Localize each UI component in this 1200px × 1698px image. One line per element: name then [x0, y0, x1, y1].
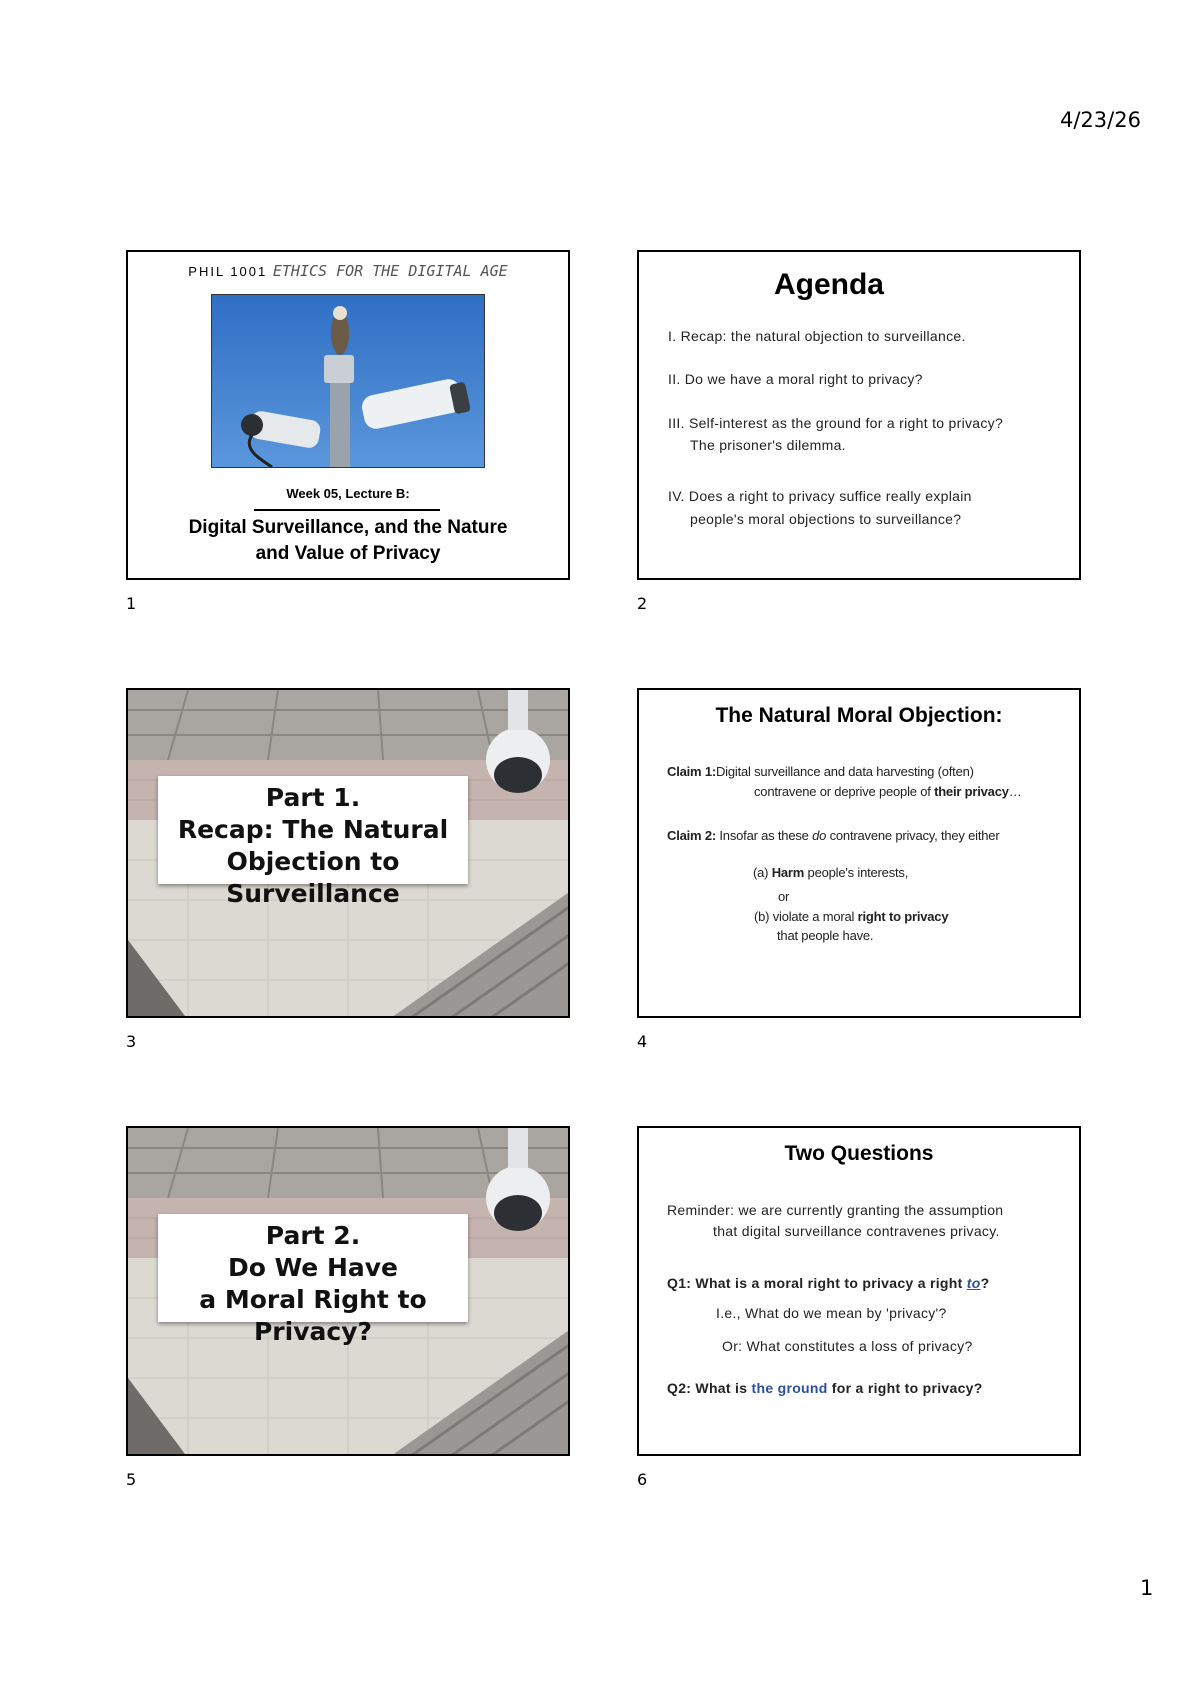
- claim-1-continued: [754, 781, 1022, 802]
- section-sign: [158, 1214, 468, 1346]
- section-line-2: Do We Have: [227, 1253, 399, 1282]
- claim-1-emphasis: their privacy: [934, 784, 1009, 799]
- slide-1-title: [126, 250, 570, 580]
- option-a: [753, 862, 908, 883]
- reminder-line-1: Reminder: we are currently granting the assumption: [667, 1202, 1004, 1218]
- slide-title: Two Questions: [784, 1142, 934, 1165]
- claim-1: [667, 761, 974, 782]
- slide-number: 6: [637, 1470, 648, 1489]
- slide-3-section: [126, 688, 570, 1018]
- surveillance-camera-photo: [211, 294, 485, 468]
- claim-2-text-c: contravene privacy, they either: [826, 828, 1000, 843]
- question-2-text-a: Q2: What is: [667, 1380, 752, 1396]
- section-line-1: Part 1.: [265, 783, 361, 812]
- slide-2-agenda: [637, 250, 1081, 580]
- question-1-text: Q1: What is a moral right to privacy a right: [667, 1275, 967, 1291]
- slide-4-objection: [637, 688, 1081, 1018]
- week-label: Week 05, Lecture B:: [286, 486, 410, 501]
- reminder-line-2: that digital surveillance contravenes privacy.: [713, 1223, 1000, 1239]
- section-line-3: Objection to Surveillance: [226, 847, 400, 908]
- print-date: 4/23/26: [1060, 108, 1141, 132]
- agenda-item-4: IV. Does a right to privacy suffice really explain: [668, 488, 972, 504]
- page-number: 1: [1140, 1576, 1154, 1600]
- claim-2-label: Claim 2:: [667, 828, 716, 843]
- section-sign: [158, 776, 468, 908]
- agenda-item-3: III. Self-interest as the ground for a right to privacy?: [668, 415, 1004, 431]
- claim-1-ellipsis: …: [1008, 784, 1022, 799]
- slide-6-questions: [637, 1126, 1081, 1456]
- clarification-or: Or: What constitutes a loss of privacy?: [722, 1338, 973, 1354]
- agenda-item-2: II. Do we have a moral right to privacy?: [668, 371, 923, 387]
- option-b-continued: that people have.: [777, 928, 874, 943]
- claim-1-text: Digital surveillance and data harvesting (often): [715, 764, 974, 779]
- option-a-marker: (a): [753, 865, 772, 880]
- clarification-ie: I.e., What do we mean by 'privacy'?: [716, 1305, 947, 1321]
- lecture-title-line-2: and Value of Privacy: [255, 543, 441, 564]
- course-title: ETHICS FOR THE DIGITAL AGE: [272, 262, 508, 280]
- option-b-emphasis: right to privacy: [857, 909, 949, 924]
- section-line-1: Part 2.: [265, 1221, 361, 1250]
- agenda-item-1: I. Recap: the natural objection to surveillance.: [668, 328, 966, 344]
- slide-title: Agenda: [773, 268, 884, 301]
- slide-title: The Natural Moral Objection:: [715, 704, 1003, 727]
- section-line-3: a Moral Right to Privacy?: [199, 1285, 427, 1346]
- slide-5-section: [126, 1126, 570, 1456]
- slide-number: 3: [126, 1032, 137, 1051]
- agenda-item-3-sub: The prisoner's dilemma.: [690, 437, 846, 453]
- lecture-title-line-1: Digital Surveillance, and the Nature: [188, 517, 508, 538]
- slide-number: 5: [126, 1470, 137, 1489]
- question-2: [667, 1378, 983, 1399]
- lecture-title: [128, 515, 568, 567]
- question-2-emphasis: the ground: [751, 1380, 828, 1396]
- title-divider: [254, 509, 440, 511]
- claim-2-emphasis: do: [812, 828, 827, 843]
- question-1: [667, 1273, 989, 1294]
- section-line-2: Recap: The Natural: [177, 815, 449, 844]
- claim-1-label: Claim 1:: [667, 764, 716, 779]
- slide-number: 1: [126, 594, 137, 613]
- claim-2: [667, 825, 999, 846]
- question-2-text-c: for a right to privacy?: [827, 1380, 983, 1396]
- question-1-mark: ?: [980, 1275, 990, 1291]
- claim-2-text-a: Insofar as these: [715, 828, 813, 843]
- option-a-emphasis: Harm: [771, 865, 805, 880]
- slide-number: 4: [637, 1032, 648, 1051]
- slide-number: 2: [637, 594, 648, 613]
- option-or: or: [778, 889, 790, 904]
- course-heading: [128, 262, 568, 280]
- option-b: [754, 906, 948, 927]
- claim-1-text-2a: contravene or deprive people of: [754, 784, 935, 799]
- option-a-text: people's interests,: [804, 865, 909, 880]
- course-code: PHIL 1001: [188, 264, 268, 279]
- question-1-emphasis: to: [966, 1275, 981, 1291]
- agenda-item-4-sub: people's moral objections to surveillance?: [690, 511, 962, 527]
- option-b-text: (b) violate a moral: [754, 909, 858, 924]
